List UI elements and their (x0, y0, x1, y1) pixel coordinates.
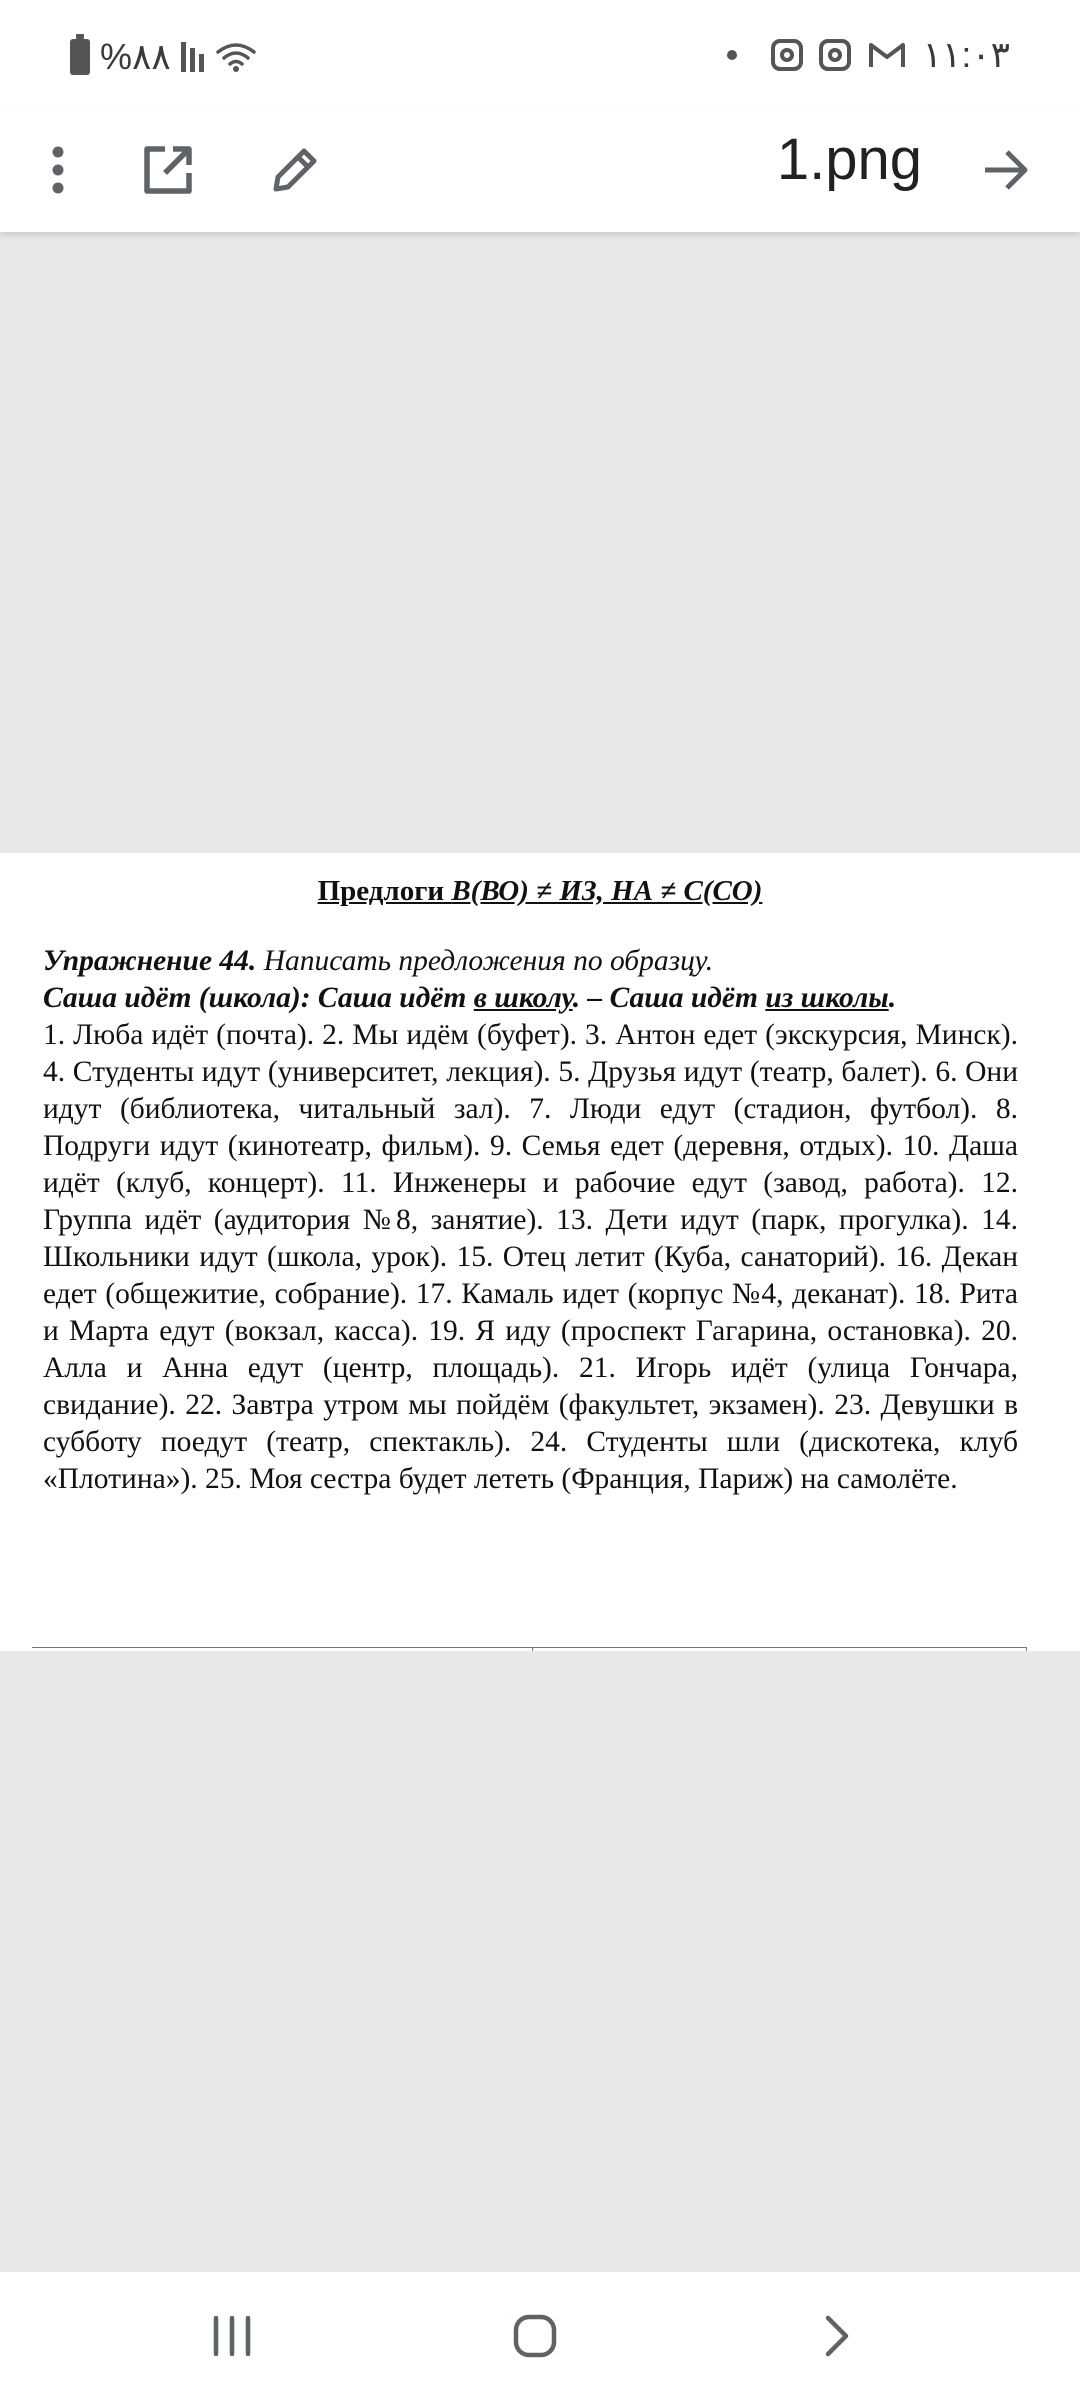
status-bar (0, 0, 1080, 110)
open-in-new-icon (141, 143, 195, 197)
gmail-icon (867, 39, 907, 71)
instagram-icon-2 (819, 39, 851, 71)
table-top-border (32, 1647, 1027, 1651)
example-underline-2: из школы (765, 982, 889, 1014)
status-right (727, 34, 1010, 76)
edit-button[interactable] (255, 130, 335, 210)
forward-button[interactable] (966, 130, 1046, 210)
home-button[interactable] (475, 2296, 595, 2376)
exercise-example: Саша идёт (школа): Саша идёт в школу. – Саша идёт из школы. (43, 982, 897, 1014)
arrow-right-icon (981, 148, 1031, 192)
title-prefix: Предлоги (317, 875, 452, 907)
pencil-icon (268, 143, 322, 197)
instagram-icon (771, 39, 803, 71)
wifi-icon (214, 40, 258, 74)
file-title: 1.png (776, 127, 922, 192)
open-external-button[interactable] (128, 130, 208, 210)
exercise-heading (43, 943, 1018, 980)
document-image (0, 853, 1080, 1651)
battery-percent: %۸۸ (100, 36, 171, 77)
recent-apps-icon (210, 2316, 254, 2356)
exercise-instruction: Написать предложения по образцу. (256, 945, 714, 977)
signal-icon (181, 42, 204, 72)
chevron-right-icon (822, 2314, 852, 2358)
image-viewer[interactable] (0, 232, 1080, 2272)
example-underline-1: в школу (473, 982, 573, 1014)
exercise-label: Упражнение 44. (43, 945, 257, 977)
more-options-button[interactable] (18, 130, 98, 210)
back-button[interactable] (777, 2296, 897, 2376)
battery-icon (70, 39, 90, 75)
navigation-bar (0, 2272, 1080, 2400)
document-title (0, 875, 1080, 908)
document-body (43, 943, 1018, 1498)
notification-dot-icon (727, 50, 737, 60)
home-icon (513, 2314, 557, 2358)
clock: ۱۱:۰۳ (922, 34, 1010, 75)
title-prepositions: В(ВО) ≠ ИЗ, НА ≠ С(СО) (451, 875, 763, 907)
status-left (70, 36, 258, 78)
more-vert-icon (48, 145, 68, 195)
toolbar (0, 110, 1080, 232)
exercise-sentences: 1. Люба идёт (почта). 2. Мы идём (буфет). 3. Антон едет (экскурсия, Минск). 4. Студенты идут (университет, лекция). 5. Друзья идут (театр, балет). 6. Они идут (библиотека, читальный зал). 7. Люди едут (стадион, футбол). 8. Подруги идут (кинотеатр, фильм). 9. Семья едет (деревня, отдых). 10. Даша идёт (клуб, концерт). 11. Инженеры и рабочие едут (завод, работа). 12. Группа идёт (аудитория №8, занятие). 13. Дети идут (парк, прогулка). 14. Школьники идут (школа, урок). 15. Отец летит (Куба, санаторий). 16. Декан едет (общежитие, собрание). 17. Камаль идет (корпус №4, деканат). 18. Рита и Марта едут (вокзал, касса). 19. Я иду (проспект Гагарина, остановка). 20. Алла и Анна едут (центр, площадь). 21. Игорь идёт (улица Гончара, свидание). 22. Завтра утром мы пойдём (факультет, экзамен). 23. Девушки в субботу поедут (театр, спектакль). 24. Студенты шли (дискотека, клуб «Плотина»). 25. Моя сестра будет лететь (Франция, Париж) на самолёте. (43, 1019, 1018, 1495)
recent-apps-button[interactable] (172, 2296, 292, 2376)
